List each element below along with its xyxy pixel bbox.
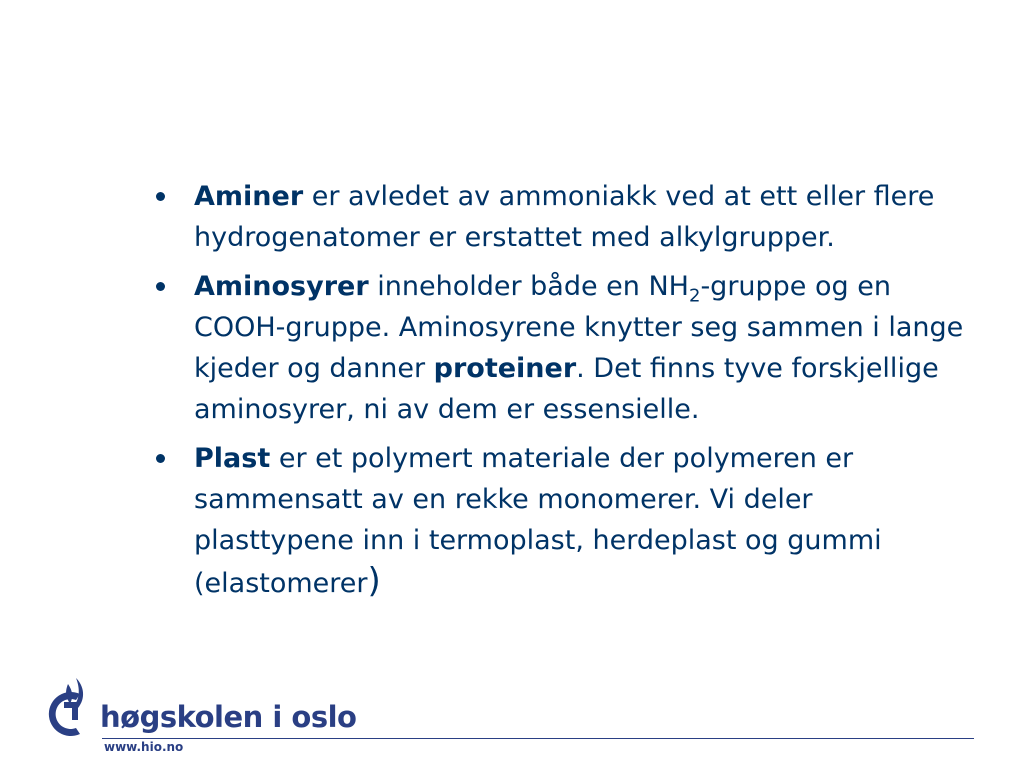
bullet-text: -gruppe og en COOH-gruppe. Aminosyrene knytter seg sammen i lange kjeder og danner: [194, 271, 964, 384]
bullet-text: er avledet av ammoniakk ved at ett eller flere hydrogenatomer er erstattet med alkylgrupper.: [194, 181, 935, 253]
closing-paren: ): [367, 561, 381, 601]
bullet-item-plast: [150, 438, 980, 604]
subscript: 2: [688, 285, 701, 307]
bullet-dot-icon: [156, 282, 165, 291]
institution-url: www.hio.no: [104, 740, 184, 754]
bullet-term: Plast: [194, 443, 271, 474]
bullet-dot-icon: [156, 454, 165, 463]
bullet-term: Aminer: [194, 181, 304, 212]
institution-name: høgskolen i oslo: [100, 700, 357, 734]
bullet-item-aminosyrer: [150, 266, 980, 430]
bullet-item-aminer: [150, 176, 980, 258]
bullet-dot-icon: [156, 192, 165, 201]
bullet-term-secondary: proteiner: [433, 353, 577, 384]
bullet-text: inneholder både en NH: [368, 271, 689, 302]
bullet-list: [150, 176, 980, 612]
bullet-text: . Det finns tyve forskjellige aminosyrer, ni av dem er essensielle.: [194, 353, 939, 425]
footer-divider: [102, 738, 974, 739]
footer-logo: [34, 676, 357, 760]
bullet-text: er et polymert materiale der polymeren er sammensatt av en rekke monomerer. Vi deler plasttypene inn i termoplast, herdeplast og gummi (elastomerer: [194, 443, 882, 599]
hio-logo-icon: [34, 676, 96, 742]
bullet-term: Aminosyrer: [194, 271, 369, 302]
